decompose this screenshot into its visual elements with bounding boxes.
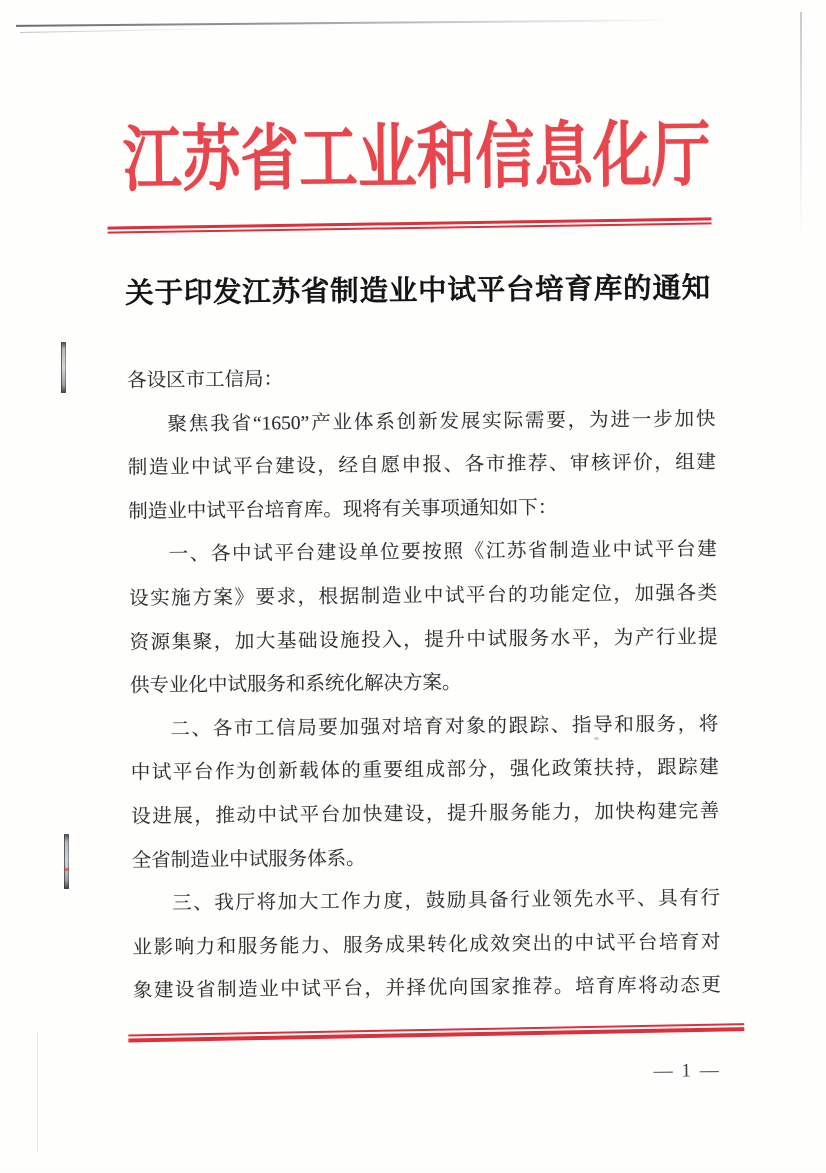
body-line: 制造业中试平台建设，经自愿申报、各市推荐、审核评价，组建 [127,452,716,479]
agency-header: 江苏省工业和信息化厅 [122,115,711,201]
body-line: 一、各中试平台建设单位要按照《江苏省制造业中试平台建 [168,539,717,566]
document-title: 关于印发江苏省制造业中试平台培育库的通知 [125,273,711,310]
body-line: 二、各市工信局要加强对培育对象的跟踪、指导和服务，将 [170,713,719,741]
body-line: 设实施方案》要求，根据制造业中试平台的功能定位，加强各类 [129,583,718,610]
body-line: 资源集聚，加大基础设施投入，提升中试服务水平，为产行业提 [129,626,718,654]
body-line: 设进展，推动中试平台加快建设，提升服务能力，加快构建完善 [131,801,720,828]
body-line: 各设区市工信局： [126,369,284,392]
page-number: — 1 — [653,1060,721,1082]
body-line: 全省制造业中试服务体系。 [131,847,366,872]
body-line: 供专业化中试服务和系统化解决方案。 [129,672,462,697]
body-line: 三、我厅将加大工作力度，鼓励具备行业领先水平、具有行 [171,888,721,915]
body-line: 中试平台作为创新载体的重要组成部分，强化政策扶持，跟踪建 [130,757,719,785]
body-line: 聚焦我省“1650”产业体系创新发展实际需要，为进一步加快 [167,408,716,435]
footer-red-rule [128,1023,744,1042]
body-line: 业影响力和服务能力、服务成果转化成效突出的中试平台培育对 [132,931,721,959]
header-red-rule [108,217,712,234]
document-body [127,354,721,1014]
body-line: 象建设省制造业中试平台，并择优向国家推荐。培育库将动态更 [132,975,721,1003]
body-line: 制造业中试平台培育库。现将有关事项通知如下： [128,497,558,523]
